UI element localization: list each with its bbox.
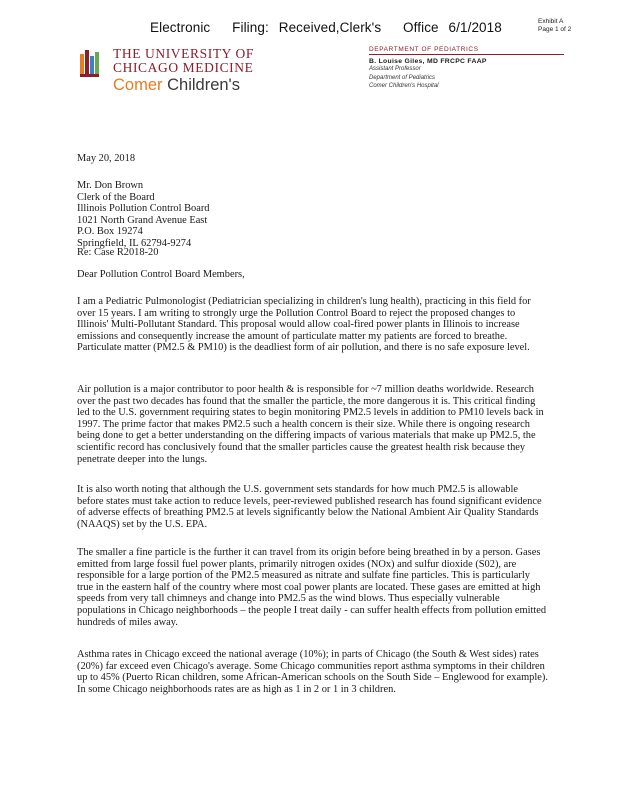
address-line: Clerk of the Board bbox=[77, 191, 155, 203]
filing-electronic: Electronic bbox=[150, 20, 211, 35]
body-paragraph: The smaller a fine particle is the further it can travel from its origin before being breathed in by a person. Gases emitted from large fossil fuel power plants, primarily nitrogen oxides (NOx) and sulfur dioxide (S02), are responsible for a large portion of the PM2.5 measured as nitrate and sulfate fine particles. This is particularly true in the eastern half of the country where most coal power plants are located. These gases are emitted at high speeds from very tall chimneys and change into PM2.5 as the wind blows. Thus especially vulnerable populations in Chicago neighborhoods – the people I treat daily - can suffer health effects from pollution emitted hundreds of miles away. bbox=[77, 547, 547, 628]
body-paragraph: Asthma rates in Chicago exceed the national average (10%); in parts of Chicago (the South & West sides) rates (20%) far exceed even Chicago's average. Some Chicago communities report asthma symptoms in their children up to 45% (Puerto Rican children, some African-American schools on the South Side – Englewood for example). In some Chicago neighborhoods rates are as high as 1 in 2 or 1 in 3 children. bbox=[77, 649, 548, 695]
physician-title-3: Comer Children's Hospital bbox=[369, 83, 439, 89]
recipient-address bbox=[77, 180, 547, 250]
body-paragraph: It is also worth noting that although the U.S. government sets standards for how much PM2.5 is allowable before states must take action to reduce levels, peer-reviewed published research has found significant evidence of adverse effects of breathing PM2.5 at levels significantly below the National Ambient Air Quality Standards (NAAQS) set by the U.S. EPA. bbox=[77, 484, 542, 530]
body-paragraph: Air pollution is a major contributor to poor health & is responsible for ~7 million deaths worldwide. Research over the past two decades has found that the smaller the particle, the more dangerous it is. This critical finding led to the U.S. government requiring states to begin monitoring PM2.5 levels in addition to PM10 levels back in 1997. The prime factor that makes PM2.5 such a health concern is their size. While there is ongoing research being done to get a better understanding on the differing impacts of various materials that make up PM2.5, the scientific record has conclusively found that the smaller particles cause the greatest health risk because they penetrate deeper into the lungs. bbox=[77, 384, 544, 465]
address-line: Springfield, IL 62794-9274 bbox=[77, 237, 192, 249]
address-line: Mr. Don Brown bbox=[77, 180, 144, 191]
university-crest-logo bbox=[80, 48, 102, 78]
filing-date: 6/1/2018 bbox=[448, 20, 502, 35]
salutation: Dear Pollution Control Board Members, bbox=[77, 269, 245, 280]
filing-received: Received,Clerk's bbox=[278, 20, 382, 35]
body-paragraph: I am a Pediatric Pulmonologist (Pediatrician specializing in children's lung health), practicing in this field for over 15 years. I am writing to strongly urge the Pollution Control Board to reject the proposed changes to Illinois' Multi-Pollutant Standard. This proposal would allow coal-fired power plants in Illinois to increase emissions and consequently increase the amount of particulate matter my patients are forced to breathe. Particulate matter (PM2.5 & PM10) is the deadliest form of air pollution, and there is no safe exposure level. bbox=[77, 296, 531, 354]
exhibit-stamp bbox=[538, 18, 571, 34]
department-name: DEPARTMENT OF PEDIATRICS bbox=[369, 46, 564, 55]
filing-filing: Filing: bbox=[232, 20, 269, 35]
university-line-2: CHICAGO MEDICINE bbox=[113, 60, 254, 75]
university-name bbox=[113, 47, 254, 75]
exhibit-label: Exhibit A bbox=[538, 18, 564, 25]
physician-title-2: Department of Pediatrics bbox=[369, 74, 436, 81]
address-line: 1021 North Grand Avenue East bbox=[77, 214, 208, 226]
department-block bbox=[369, 46, 564, 91]
filing-office: Office bbox=[403, 20, 439, 35]
university-line-1: THE UNIVERSITY OF bbox=[113, 46, 254, 61]
physician-name: B. Louise Giles, MD FRCPC FAAP bbox=[369, 58, 487, 65]
filing-stamp-header bbox=[150, 20, 502, 35]
letter-date: May 20, 2018 bbox=[77, 153, 136, 164]
re-line: Re: Case R2018-20 bbox=[77, 247, 159, 258]
physician-title-1: Assistant Professor bbox=[369, 66, 421, 72]
address-line: Illinois Pollution Control Board bbox=[77, 203, 210, 215]
address-line: P.O. Box 19274 bbox=[77, 226, 143, 238]
childrens-word: Children's bbox=[167, 76, 240, 94]
comer-word: Comer bbox=[113, 76, 163, 94]
exhibit-page: Page 1 of 2 bbox=[538, 26, 572, 33]
comer-childrens-wordmark bbox=[113, 76, 240, 95]
